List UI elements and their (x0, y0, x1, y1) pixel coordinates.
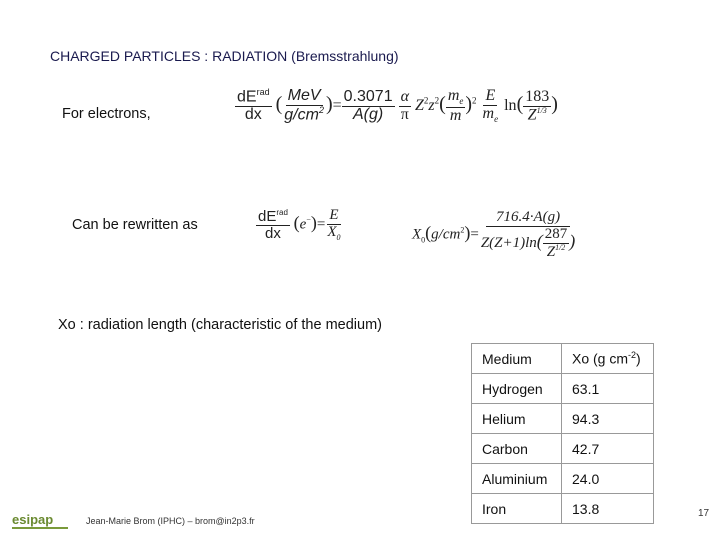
bremsstrahlung-equation: $\frac{dE^{rad}}{dx}$ ( $\frac{\text{MeV}}{g/cm^2}$ )= $\frac{0.3071}{A(g)}$ $\frac{\alpha}{\pi}$ $Z^2z^2$( $\frac{m_e}{m}$ )$^2$ $\frac{E}{m_e}$ ln( $\frac{183}{Z^{1/3}}$ ) (237, 87, 558, 124)
slide-title (50, 48, 399, 64)
table-row (472, 434, 654, 464)
energy-loss-equation: $\frac{dE^{rad}}{dx}$ (e−)= $\frac{E}{X_0}$ (258, 207, 341, 242)
x0-cell: 13.8 (562, 494, 654, 524)
table-header-row (472, 344, 654, 374)
x0-cell: 42.7 (562, 434, 654, 464)
esipap-logo (12, 513, 70, 538)
x0-cell: 94.3 (562, 404, 654, 434)
table-row (472, 464, 654, 494)
medium-cell: Iron (472, 494, 562, 524)
logo-text: esipap (12, 512, 54, 527)
medium-cell: Helium (472, 404, 562, 434)
radiation-length-description: (characteristic of the medium) (186, 317, 382, 333)
radiation-length-term: Xo : radiation length (58, 317, 187, 333)
title-main: CHARGED PARTICLES : (50, 48, 213, 64)
radiation-length-table (471, 343, 654, 524)
header-medium: Medium (472, 344, 562, 374)
radiation-length-equation: $X_0(g/cm^2)=$ 716.4·A(g) Z(Z+1)ln( $\frac{287}{Z^{1/2}}$ ) (412, 209, 576, 260)
footer-author: Jean-Marie Brom (IPHC) – brom@in2p3.fr (86, 516, 255, 526)
table-row (472, 404, 654, 434)
medium-cell: Aluminium (472, 464, 562, 494)
page-number: 17 (698, 508, 710, 519)
radiation-length-label (58, 317, 382, 333)
medium-cell: Hydrogen (472, 374, 562, 404)
table-row (472, 494, 654, 524)
title-sub: RADIATION (Bremsstrahlung) (212, 48, 399, 64)
rewritten-label: Can be rewritten as (72, 217, 198, 233)
x0-cell: 24.0 (562, 464, 654, 494)
table-row (472, 374, 654, 404)
medium-cell: Carbon (472, 434, 562, 464)
for-electrons-label: For electrons, (62, 106, 151, 122)
x0-cell: 63.1 (562, 374, 654, 404)
header-x0: Xo (g $cm^{-2}$) (562, 344, 654, 374)
